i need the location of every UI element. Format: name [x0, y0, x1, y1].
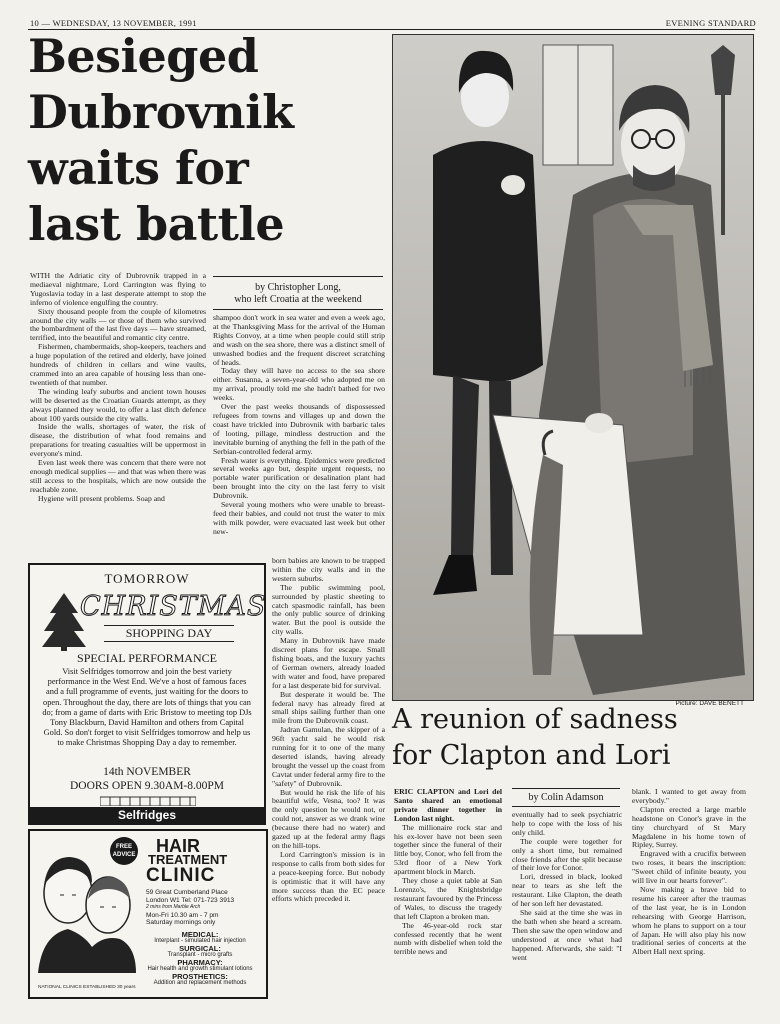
service-prosthetics-heading: PROSTHETICS:: [172, 972, 228, 981]
service-surgical-text: Transplant - micro grafts: [167, 952, 233, 958]
dubrovnik-column-2: [213, 314, 385, 537]
dubrovnik-column-3: [272, 557, 385, 904]
paragraph: The couple were together for only a short time, but remained close friends after the split because of their love for Conor.: [512, 836, 622, 873]
paragraph: WITH the Adriatic city of Dubrovnik trapped in a mediaeval nightmare, Lord Carrington was flying to Yugoslavia today in a last desperate attempt to stop the inferno of violence engulfing the country.: [30, 271, 206, 307]
byline2-rule-bottom: [512, 806, 620, 807]
paragraph: Now making a brave bid to resume his career after the traumas of the last year, he is in London rehearsing with George Harrison, whom he plans to support on a tour of Japan. He will also play his now traditional series of concerts at the Albert Hall next spring.: [632, 884, 746, 957]
paragraph: eventually had to seek psychiatric help to cope with the loss of his only child.: [512, 810, 622, 837]
byline-colin-adamson: by Colin Adamson: [528, 792, 604, 803]
service-surgical-heading: SURGICAL:: [179, 944, 221, 953]
address-line: 59 Great Cumberland Place: [146, 889, 228, 896]
ad-shopping-day: SHOPPING DAY: [104, 625, 234, 642]
headline-dubrovnik: [28, 28, 388, 252]
paragraph: Several young mothers who were unable to breast-feed their babies, and could not trust the water to mix with milk powder, were evacuated last week but other new-: [213, 500, 385, 536]
headline-clapton: [392, 702, 752, 774]
paragraph: Inside the walls, shortages of water, the risk of disease, the distribution of what food remains and preparations for treating casualties will be uppermost in everyone's mind.: [30, 422, 206, 459]
paragraph: Lord Carrington's mission is in response to calls from both sides for a peace-keeping force. But nobody is optimistic that it will have any more success than the EC peace efforts which preceded it.: [272, 849, 385, 904]
ad-hair-footer: NATIONAL CLINICS ESTABLISHED 30 years: [38, 985, 136, 990]
paragraph: Over the past weeks thousands of dispossessed refugees from towns and villages up and down the coast have trickled into Dubrovnik with barbaric tales of looting, pillage, mindless destruction and the inevitable burning of anything the fell in the path of the Serbian-controlled federal army.: [213, 402, 385, 456]
paragraph: The winding leafy suburbs and ancient town houses will be deserted as the Croatian Guards attempt, as they always planned they would, to offer a last ditch defence about 100 yards outside the city walls.: [30, 386, 206, 423]
service-pharmacy-text: Hair health and growth stimulant lotions: [147, 966, 253, 972]
service-prosthetics-text: Addition and replacement methods: [153, 980, 247, 986]
paragraph: She said at the time she was in the bath when she heard a scream. Then she saw the open window and understood at once what had happened. Afterwards, she said: "I went: [512, 907, 622, 962]
paragraph: Fishermen, chambermaids, shop-keepers, teachers and a huge population of the retired and elderly, have joined hundreds of children in cellars and wine vaults, crammed into an area capable of housing less than one-twentieth of that number.: [30, 342, 206, 387]
photo-illustration: [393, 35, 753, 700]
headline-line-2: Dubrovnik: [28, 85, 294, 139]
folio-paper-name: EVENING STANDARD: [665, 18, 756, 28]
service-medical-text: Interplant - simulated hair injection: [154, 938, 246, 944]
paragraph: They chose a quiet table at San Lorenzo's, the Knightsbridge restaurant favoured by the Princess of Wales, to discuss the tragedy that left Clapton a broken man.: [394, 876, 503, 921]
byline-christopher-long: [213, 282, 383, 306]
ad-hair-title-2: TREATMENT: [148, 852, 228, 867]
service-medical-heading: MEDICAL:: [181, 930, 219, 939]
paragraph: Even last week there was concern that there were not enough medical supplies — and that was when there was still access to the hospitals, which are now outside the reachable zone.: [30, 458, 206, 494]
headline-line-2: for Clapton and Lori: [392, 740, 671, 771]
ad-hair-services: [138, 931, 262, 987]
service-pharmacy-heading: PHARMACY:: [177, 958, 223, 967]
paragraph: Engraved with a crucifix between two roses, it bears the inscription: "Sweet child of infinite beauty, you will live in our hearts forever".: [632, 849, 746, 886]
paragraph: Fresh water is everything. Epidemics were predicted several weeks ago but, despite urgent requests, no portable water purification or desalination plant had been brought into the city on the last ferry to visit Dubrovnik.: [213, 455, 385, 501]
christmas-shopping-ad: [28, 563, 266, 825]
paragraph: born babies are known to be trapped within the city walls and in the western suburbs.: [272, 556, 385, 583]
ad-selfridges-logo: Selfridges: [30, 807, 264, 823]
ad-hair-address: [146, 889, 234, 927]
paragraph: The public swimming pool, surrounded by plastic sheeting to catch spasmodic rainfall, has been the only public source of drinking water. But the pool is outside the city walls.: [272, 582, 385, 637]
store-facade-icon: [100, 794, 196, 806]
dubrovnik-column-1: [30, 272, 206, 504]
paragraph: Many in Dubrovnik have made discreet plans for escape. Small fishing boats, and the luxury yachts of German owners, already loaded with water and food, have prepared for a last desperate bid for survival.: [272, 636, 385, 690]
paragraph: shampoo don't work in sea water and even a week ago, at the Thanksgiving Mass for the arrival of the Human Rights Convoy, at a time when people could still strip and wash on the sea shore, there was a distinct smell of unwashed bodies and the frequent discreet scratching of heads.: [213, 313, 385, 367]
ad-christmas-word: CHRISTMAS: [80, 591, 267, 622]
paragraph: blank. I wanted to get away from everybody.": [632, 787, 746, 805]
ad-date: 14th NOVEMBER: [103, 766, 191, 778]
ad-hair-title-3: CLINIC: [146, 865, 216, 886]
paragraph: Jadran Gamulan, the skipper of a 96ft yacht said he would risk running for it to one of the many deserted islands, having already brought the vessel up the coast from Cavtat under federal army fire to the "safety" of Dubrovnik.: [272, 725, 385, 788]
ad-doors-open: DOORS OPEN 9.30AM-8.00PM: [70, 780, 224, 792]
headline-line-1: A reunion of sadness: [392, 704, 678, 735]
headline-line-4: last battle: [28, 197, 285, 251]
paragraph: Lori, dressed in black, looked near to tears as she left the restaurant. Like Clapton, the death of her son left her devastated.: [512, 872, 622, 909]
paragraph: ERIC CLAPTON and Lori del Santo shared an emotional private dinner together in London last night.: [394, 787, 502, 823]
ad-body-text: Visit Selfridges tomorrow and join the best variety performance in the West End. We've a host of famous faces and a full programme of events, just waiting for the doors to open. Throughout the day, there are lots of things that you can do; from a game of darts with Eric Bristow to meeting top DJs Tony Blackburn, David Hamilton and others from Capital Gold. So don't forget to visit Selfridges tomorrow and help us to make Christmas Shopping Day a day to remember.: [42, 667, 252, 748]
paragraph: Hygiene will present problems. Soap and: [38, 493, 165, 503]
clapton-column-3: [632, 788, 746, 957]
byline-note: who left Croatia at the weekend: [234, 294, 362, 305]
free-advice-badge: FREE ADVICE: [110, 837, 138, 865]
address-line: Mon-Fri 10.30 am - 7 pm: [146, 911, 219, 919]
paragraph: But would he risk the life of his beautiful wife, Vesna, too? It was the only question he would not, or could not, answer as we drank wine (because there had no water) and gazed up at the federal army flags on the hill-tops.: [272, 787, 385, 850]
paragraph: Sixty thousand people from the couple of kilometres around the city walls — or those of them who survived the bombardment of the last five days — have streamed, terrified, into the beautiful and romantic city centre.: [30, 306, 206, 343]
ad-hair-title-1: HAIR: [156, 836, 200, 856]
folio-date: 10 — WEDNESDAY, 13 NOVEMBER, 1991: [30, 18, 197, 28]
paragraph: Today they will have no access to the sea shore either. Susanna, a seven-year-old who adopted me on my arrival, proudly told me she hadn't bathed for two weeks.: [213, 366, 385, 403]
headline-line-1: Besieged: [28, 29, 259, 83]
address-line: Saturday mornings only: [146, 919, 216, 927]
byline-rule-bottom: [213, 309, 383, 310]
clapton-column-1: [394, 788, 502, 957]
ad-special-performance: SPECIAL PERFORMANCE: [77, 651, 217, 665]
address-line: London W1 Tel: 071-723 3913: [146, 896, 235, 904]
paragraph: Clapton erected a large marble headstone on Conor's grave in the tiny churchyard of St Mary Magdalene in his home town of Ripley, Surrey.: [632, 804, 746, 850]
photo-caption: Picture: DAVE BENETT: [675, 700, 744, 707]
ad-tomorrow: TOMORROW: [104, 571, 190, 586]
paragraph: But desperate it would be. The federal navy has already fired at small ships sailing further than one mile from the Dubrovnik coast.: [272, 689, 385, 726]
photograph-of-couple: [392, 34, 754, 701]
paragraph: The 46-year-old rock star confessed recently that he went numb with disbelief when told the terrible news and: [394, 920, 502, 957]
byline-name: by Christopher Long,: [255, 282, 341, 293]
paragraph: The millionaire rock star and his ex-lover have not been seen together since the funeral of their little boy, Conor, who fell from the 53rd floor of a New York apartment block in March.: [394, 822, 502, 877]
byline-rule-top: [213, 276, 383, 277]
byline2-rule-top: [512, 788, 620, 789]
clapton-column-2: [512, 811, 622, 962]
hair-clinic-ad: [28, 829, 268, 999]
headline-line-3: waits for: [28, 141, 249, 195]
address-line: 2 mins from Marble Arch: [146, 904, 201, 911]
